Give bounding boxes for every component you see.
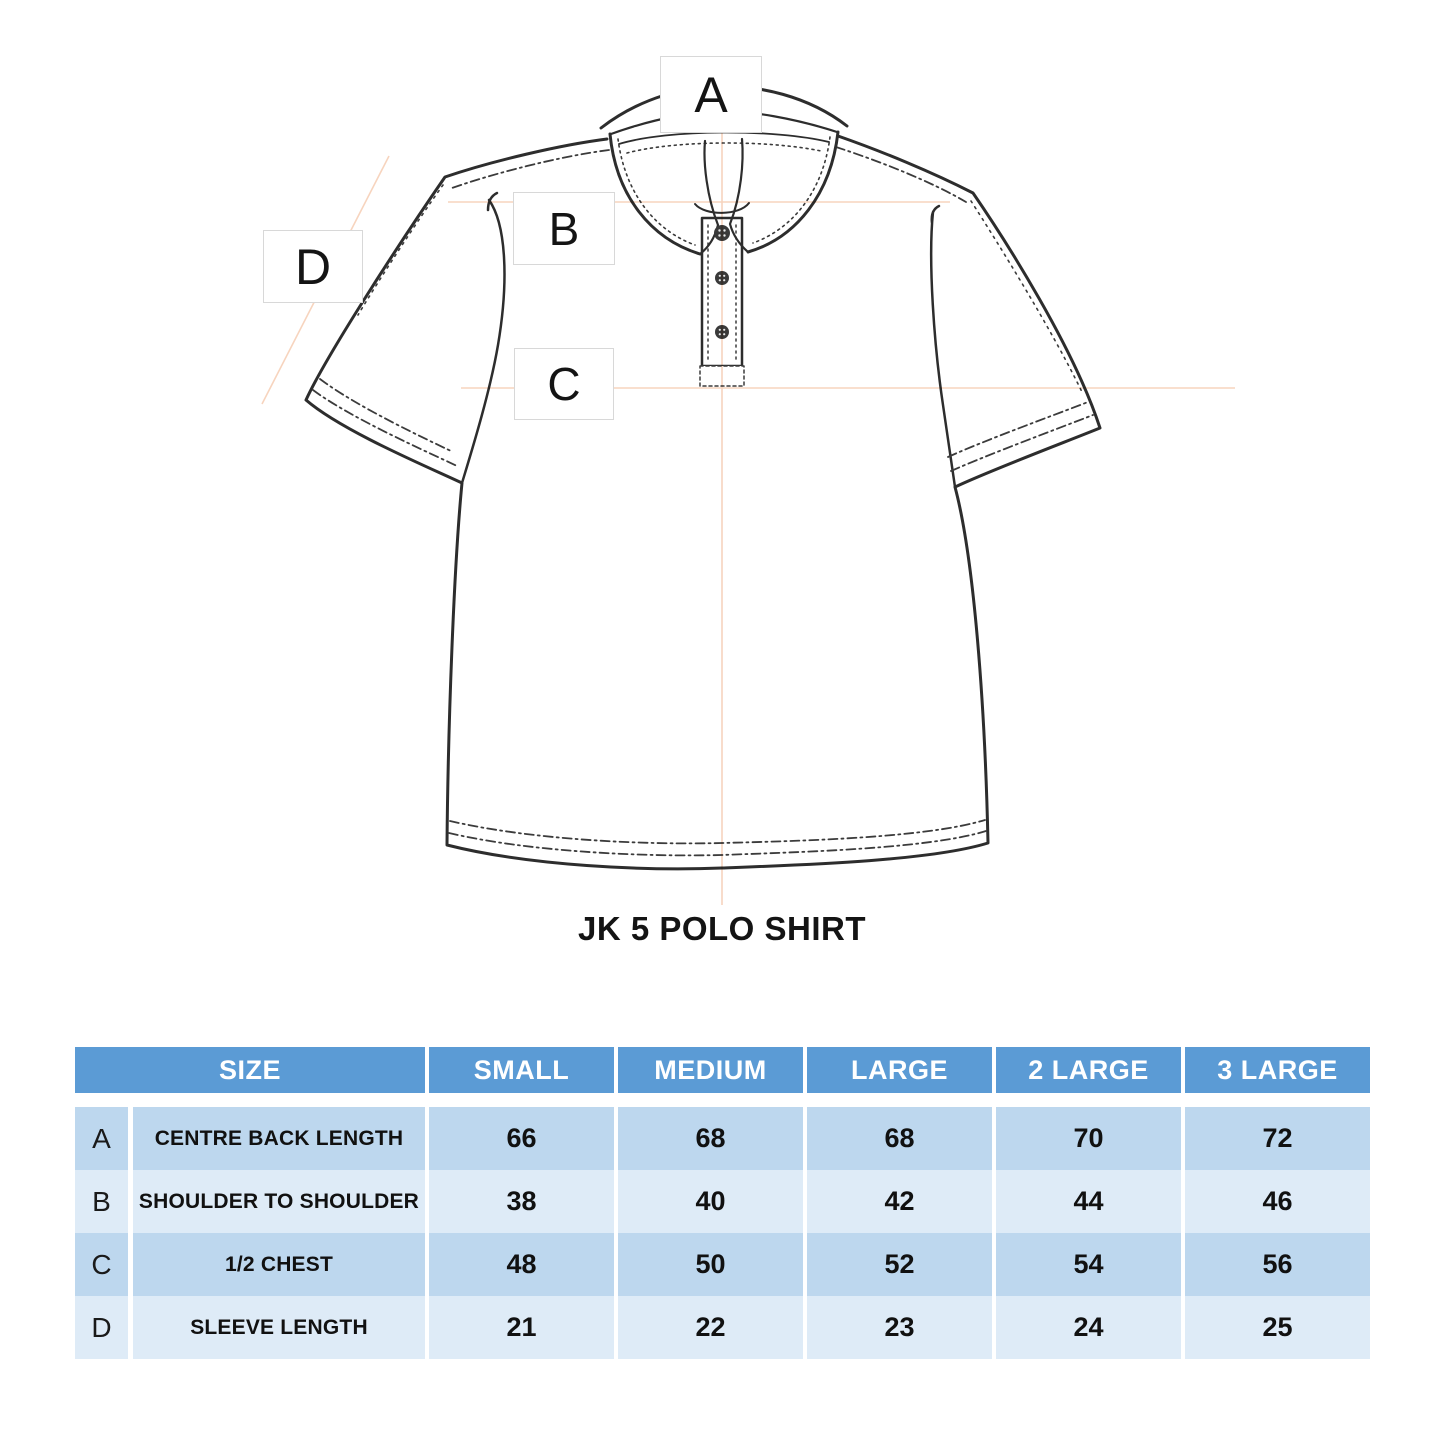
table-row-sleeve-length xyxy=(75,1296,1370,1359)
measurement-value: 50 xyxy=(618,1233,803,1296)
size-header-cell: SIZE xyxy=(75,1047,425,1093)
measurement-letter-c: C xyxy=(547,358,581,410)
measurement-name: CENTRE BACK LENGTH xyxy=(133,1107,425,1170)
table-row-shoulder-to-shoulder xyxy=(75,1170,1370,1233)
measurement-value: 21 xyxy=(429,1296,614,1359)
size-table-header-row xyxy=(75,1047,1370,1093)
measurement-value: 46 xyxy=(1185,1170,1370,1233)
column-header-medium: MEDIUM xyxy=(618,1047,803,1093)
measurement-value: 68 xyxy=(618,1107,803,1170)
table-row-half-chest xyxy=(75,1233,1370,1296)
measurement-value: 54 xyxy=(996,1233,1181,1296)
table-row-centre-back-length xyxy=(75,1107,1370,1170)
size-table xyxy=(75,1047,1370,1359)
measurement-value: 25 xyxy=(1185,1296,1370,1359)
measurement-value: 52 xyxy=(807,1233,992,1296)
measurement-value: 72 xyxy=(1185,1107,1370,1170)
row-letter: C xyxy=(75,1233,128,1296)
measurement-name: 1/2 CHEST xyxy=(133,1233,425,1296)
row-letter: D xyxy=(75,1296,128,1359)
measurement-label-b xyxy=(513,192,615,265)
measurement-value: 66 xyxy=(429,1107,614,1170)
column-header-small: SMALL xyxy=(429,1047,614,1093)
row-letter: B xyxy=(75,1170,128,1233)
measurement-value: 42 xyxy=(807,1170,992,1233)
measurement-letter-b: B xyxy=(548,202,580,255)
measurement-value: 56 xyxy=(1185,1233,1370,1296)
measurement-value: 40 xyxy=(618,1170,803,1233)
measurement-value: 68 xyxy=(807,1107,992,1170)
measurement-guide-lines xyxy=(262,96,1235,905)
column-header-large: LARGE xyxy=(807,1047,992,1093)
measurement-letter-a: A xyxy=(694,66,728,123)
measurement-letter-d: D xyxy=(294,238,332,295)
measurement-name: SLEEVE LENGTH xyxy=(133,1296,425,1359)
shirt-outline-group xyxy=(306,86,1100,869)
measurement-value: 38 xyxy=(429,1170,614,1233)
measurement-name: SHOULDER TO SHOULDER xyxy=(133,1170,425,1233)
measurement-label-d xyxy=(263,230,363,303)
measurement-value: 24 xyxy=(996,1296,1181,1359)
product-title: JK 5 POLO SHIRT xyxy=(577,910,867,947)
column-header-2large: 2 LARGE xyxy=(996,1047,1181,1093)
measurement-value: 70 xyxy=(996,1107,1181,1170)
measurement-value: 48 xyxy=(429,1233,614,1296)
measurement-value: 23 xyxy=(807,1296,992,1359)
measurement-label-c xyxy=(514,348,614,420)
measurement-value: 44 xyxy=(996,1170,1181,1233)
column-header-3large: 3 LARGE xyxy=(1185,1047,1370,1093)
measurement-value: 22 xyxy=(618,1296,803,1359)
row-letter: A xyxy=(75,1107,128,1170)
measurement-label-a xyxy=(660,56,762,133)
